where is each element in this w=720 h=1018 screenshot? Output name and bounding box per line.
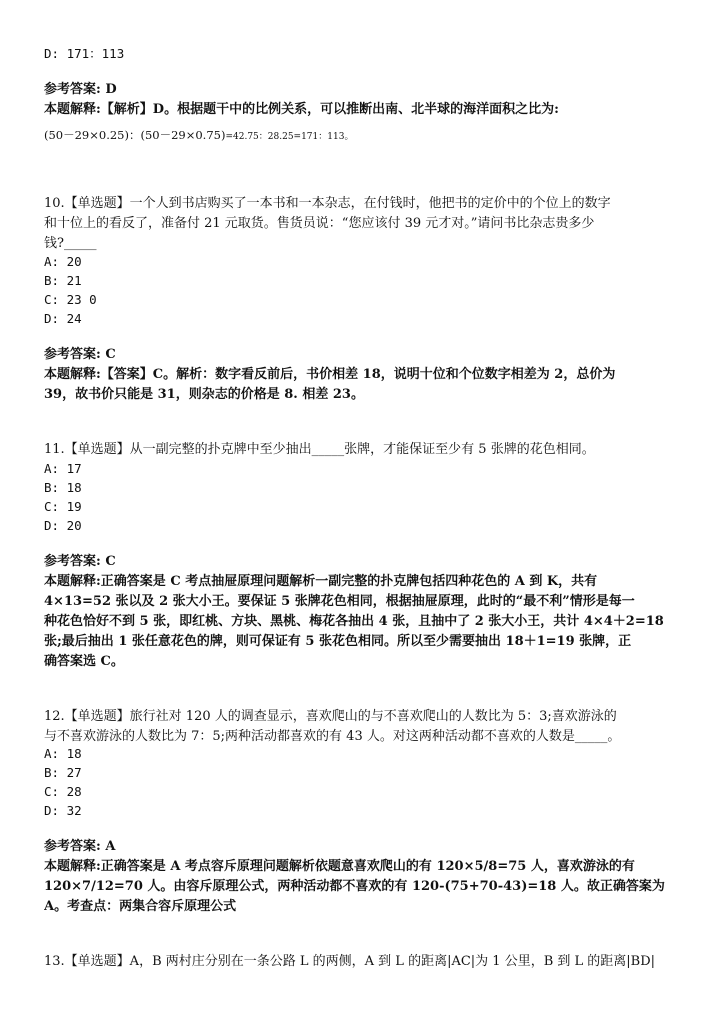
q12-stem-line: 12.【单选题】旅行社对 120 人的调查显示，喜欢爬山的与不喜欢爬山的人数比为 5：3;喜欢游泳的 <box>44 709 617 724</box>
q10-option-d: D: 24 <box>44 311 82 326</box>
q10-stem-line: 和十位上的看反了，准备付 21 元取货。售货员说：“您应该付 39 元才对。”请问书比杂志贵多少 <box>44 216 595 231</box>
q13-stem-line: 13.【单选题】A，B 两村庄分别在一条公路 L 的两侧，A 到 L 的距离|AC|为 1 公里，B 到 L 的距离|BD| <box>44 954 656 969</box>
q11-stem-line: 11.【单选题】从一副完整的扑克牌中至少抽出_____张牌，才能保证至少有 5 张牌的花色相同。 <box>44 442 595 457</box>
q10-stem-line: 钱?_____ <box>44 236 97 251</box>
q9-explanation: 本题解释:【解析】D。根据题干中的比例关系，可以推断出南、北半球的海洋面积之比为: <box>44 102 559 117</box>
q10-option-c: C: 23 0 <box>44 292 97 307</box>
q10-stem-line: 10.【单选题】一个人到书店购买了一本书和一本杂志，在付钱时，他把书的定价中的个位上的数字 <box>44 196 611 211</box>
q10-option-b: B: 21 <box>44 273 82 288</box>
q12-explanation-line: 本题解释:正确答案是 A 考点容斥原理问题解析依题意喜欢爬山的有 120×5/8=75 人，喜欢游泳的有 <box>44 859 635 874</box>
q9-formula-main: (50－29×0.25)：(50－29×0.75) <box>44 128 226 142</box>
q9-formula <box>44 126 353 146</box>
q11-option-d: D: 20 <box>44 518 82 533</box>
q9-answer: 参考答案: D <box>44 82 117 97</box>
q10-answer: 参考答案: C <box>44 347 116 362</box>
q12-option-a: A: 18 <box>44 746 82 761</box>
q11-option-a: A: 17 <box>44 461 82 476</box>
q10-explanation-line: 39，故书价只能是 31，则杂志的价格是 8. 相差 23。 <box>44 387 364 402</box>
q12-option-c: C: 28 <box>44 784 82 799</box>
q11-answer: 参考答案: C <box>44 554 116 569</box>
q11-explanation-line: 确答案选 C。 <box>44 654 124 669</box>
q9-formula-result: =42.75：28.25=171：113。 <box>225 132 354 142</box>
q10-explanation-line: 本题解释:【答案】C。解析：数字看反前后，书价相差 18，说明十位和个位数字相差为 2，总价为 <box>44 367 616 382</box>
q11-explanation-line: 4×13=52 张以及 2 张大小王。要保证 5 张牌花色相同，根据抽屉原理，此时的“最不利”情形是每一 <box>44 594 635 609</box>
q11-option-b: B: 18 <box>44 480 82 495</box>
q11-option-c: C: 19 <box>44 499 82 514</box>
q12-answer: 参考答案: A <box>44 839 116 854</box>
q12-option-d: D: 32 <box>44 803 82 818</box>
q11-explanation-line: 张;最后抽出 1 张任意花色的牌，则可保证有 5 张花色相同。所以至少需要抽出 18＋1=19 张牌，正 <box>44 634 632 649</box>
q9-option-d: D: 171：113 <box>44 46 125 61</box>
q11-explanation-line: 种花色恰好不到 5 张，即红桃、方块、黑桃、梅花各抽出 4 张，且抽中了 2 张大小王，共计 4×4＋2=18 <box>44 614 664 629</box>
q11-explanation-line: 本题解释:正确答案是 C 考点抽屉原理问题解析一副完整的扑克牌包括四种花色的 A 到 K，共有 <box>44 574 598 589</box>
q10-option-a: A: 20 <box>44 254 82 269</box>
q12-explanation-line: A。考查点：两集合容斥原理公式 <box>44 899 237 914</box>
q12-stem-line: 与不喜欢游泳的人数比为 7：5;两种活动都喜欢的有 43 人。对这两种活动都不喜欢的人数是_____。 <box>44 729 621 744</box>
q12-explanation-line: 120×7/12=70 人。由容斥原理公式，两种活动都不喜欢的有 120-(75+70-43)=18 人。故正确答案为 <box>44 879 665 894</box>
q12-option-b: B: 27 <box>44 765 82 780</box>
